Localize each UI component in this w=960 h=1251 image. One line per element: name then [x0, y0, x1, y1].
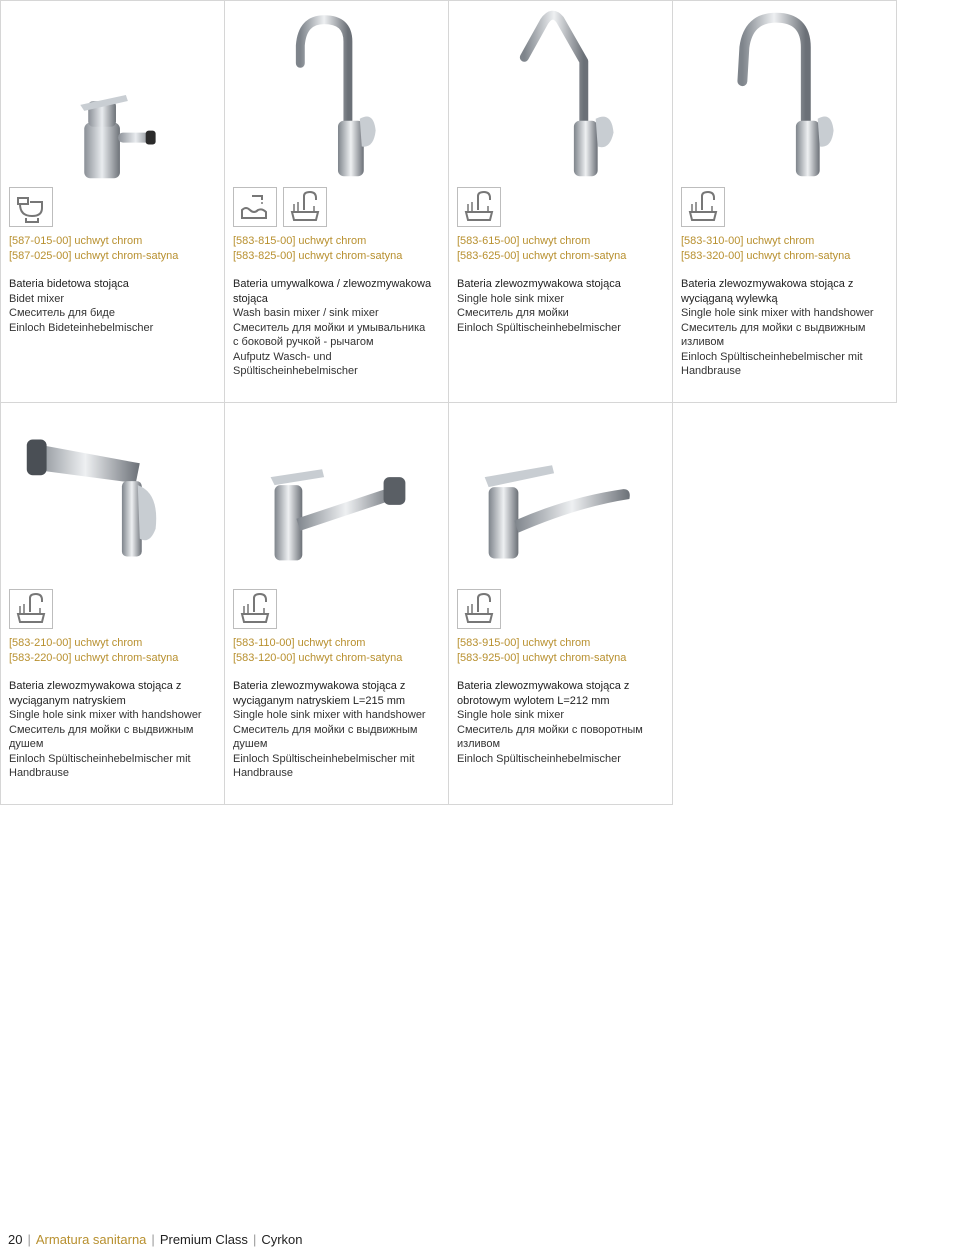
kitchen-sink-icon [9, 589, 53, 629]
product-card-583-210 [0, 402, 225, 805]
product-card-583-915 [448, 402, 673, 805]
product-card-587-015 [0, 0, 225, 403]
product-card-583-310 [672, 0, 897, 403]
product-description: Bateria bidetowa stojąca Bidet mixer Смеситель для биде Einloch Bideteinhebelmischer [9, 277, 218, 335]
product-description: Bateria umywalkowa / zlewozmywakowa stojąca Wash basin mixer / sink mixer Смеситель для мойки и умывальника с боковой ручкой - рычагом Aufputz Wasch- und Spültischeinhebelmischer [233, 277, 442, 379]
washbasin-sink-mixer-image [225, 1, 448, 189]
product-card-583-110 [224, 402, 449, 805]
product-title: Bateria zlewozmywakowa stojąca z wyciąganym natryskiem [9, 680, 182, 707]
product-title: Bateria zlewozmywakowa stojąca z wyciąganą wylewką [681, 278, 854, 305]
product-description: Bateria zlewozmywakowa stojąca z wyciąganym natryskiem L=215 mm Single hole sink mixer with handshower Смеситель для мойки с выдвижным душем Einloch Spültischeinhebelmischer mit Handbrause [233, 679, 442, 781]
icon-row [681, 187, 725, 227]
icon-row [9, 589, 53, 629]
icon-row [457, 589, 501, 629]
bidet-mixer-image [1, 1, 224, 189]
section-name: Armatura sanitarna [35, 1232, 147, 1247]
swivel-spout-mixer-image [449, 403, 672, 591]
product-codes: [583-210-00] uchwyt chrom [583-220-00] uchwyt chrom-satyna [9, 637, 179, 664]
product-description: Bateria zlewozmywakowa stojąca z obrotowym wylotem L=212 mm Single hole sink mixer Смеситель для мойки с поворотным изливом Einloch Spültischeinhebelmischer [457, 679, 666, 766]
handshower-mixer-l215-image [225, 403, 448, 591]
product-title: Bateria zlewozmywakowa stojąca z obrotowym wylotem L=212 mm [457, 680, 630, 707]
product-codes: [583-815-00] uchwyt chrom [583-825-00] uchwyt chrom-satyna [233, 235, 403, 262]
product-codes: [587-015-00] uchwyt chrom [587-025-00] uchwyt chrom-satyna [9, 235, 179, 262]
icon-row [457, 187, 501, 227]
pullout-handshower-mixer-image [1, 403, 224, 591]
product-description: Bateria zlewozmywakowa stojąca z wyciąganym natryskiem Single hole sink mixer with handshower Смеситель для мойки с выдвижным душем Einloch Spültischeinhebelmischer mit Handbrause [9, 679, 218, 781]
product-title: Bateria zlewozmywakowa stojąca z wyciąganym natryskiem L=215 mm [233, 680, 406, 707]
product-card-583-815 [224, 0, 449, 403]
kitchen-sink-icon [233, 589, 277, 629]
product-description: Bateria zlewozmywakowa stojąca Single hole sink mixer Смеситель для мойки Einloch Spültischeinhebelmischer [457, 277, 666, 335]
kitchen-sink-icon [283, 187, 327, 227]
product-codes: [583-615-00] uchwyt chrom [583-625-00] uchwyt chrom-satyna [457, 235, 627, 262]
product-line-name: Cyrkon [261, 1232, 303, 1247]
bidet-icon [9, 187, 53, 227]
footer-separator: | [27, 1232, 31, 1247]
series-name: Premium Class [159, 1232, 248, 1247]
product-description: Bateria zlewozmywakowa stojąca z wyciąganą wylewką Single hole sink mixer with handshower Смеситель для мойки с выдвижным изливом Einloch Spültischeinhebelmischer mit Handbrause [681, 277, 890, 379]
page-footer [8, 1232, 303, 1247]
page-number: 20 [8, 1232, 23, 1247]
product-title: Bateria zlewozmywakowa stojąca [457, 278, 621, 290]
product-codes: [583-110-00] uchwyt chrom [583-120-00] uchwyt chrom-satyna [233, 637, 403, 664]
icon-row [233, 589, 277, 629]
footer-separator: | [252, 1232, 257, 1247]
product-codes: [583-915-00] uchwyt chrom [583-925-00] uchwyt chrom-satyna [457, 637, 627, 664]
product-card-583-615 [448, 0, 673, 403]
product-title: Bateria umywalkowa / zlewozmywakowa stojąca [233, 278, 432, 305]
icon-row [233, 187, 327, 227]
sink-mixer-image [449, 1, 672, 189]
kitchen-sink-icon [457, 589, 501, 629]
product-title: Bateria bidetowa stojąca [9, 278, 129, 290]
pullout-spout-mixer-image [673, 1, 896, 189]
kitchen-sink-icon [681, 187, 725, 227]
product-codes: [583-310-00] uchwyt chrom [583-320-00] uchwyt chrom-satyna [681, 235, 851, 262]
footer-separator: | [151, 1232, 155, 1247]
washbasin-icon [233, 187, 277, 227]
icon-row [9, 187, 53, 227]
kitchen-sink-icon [457, 187, 501, 227]
